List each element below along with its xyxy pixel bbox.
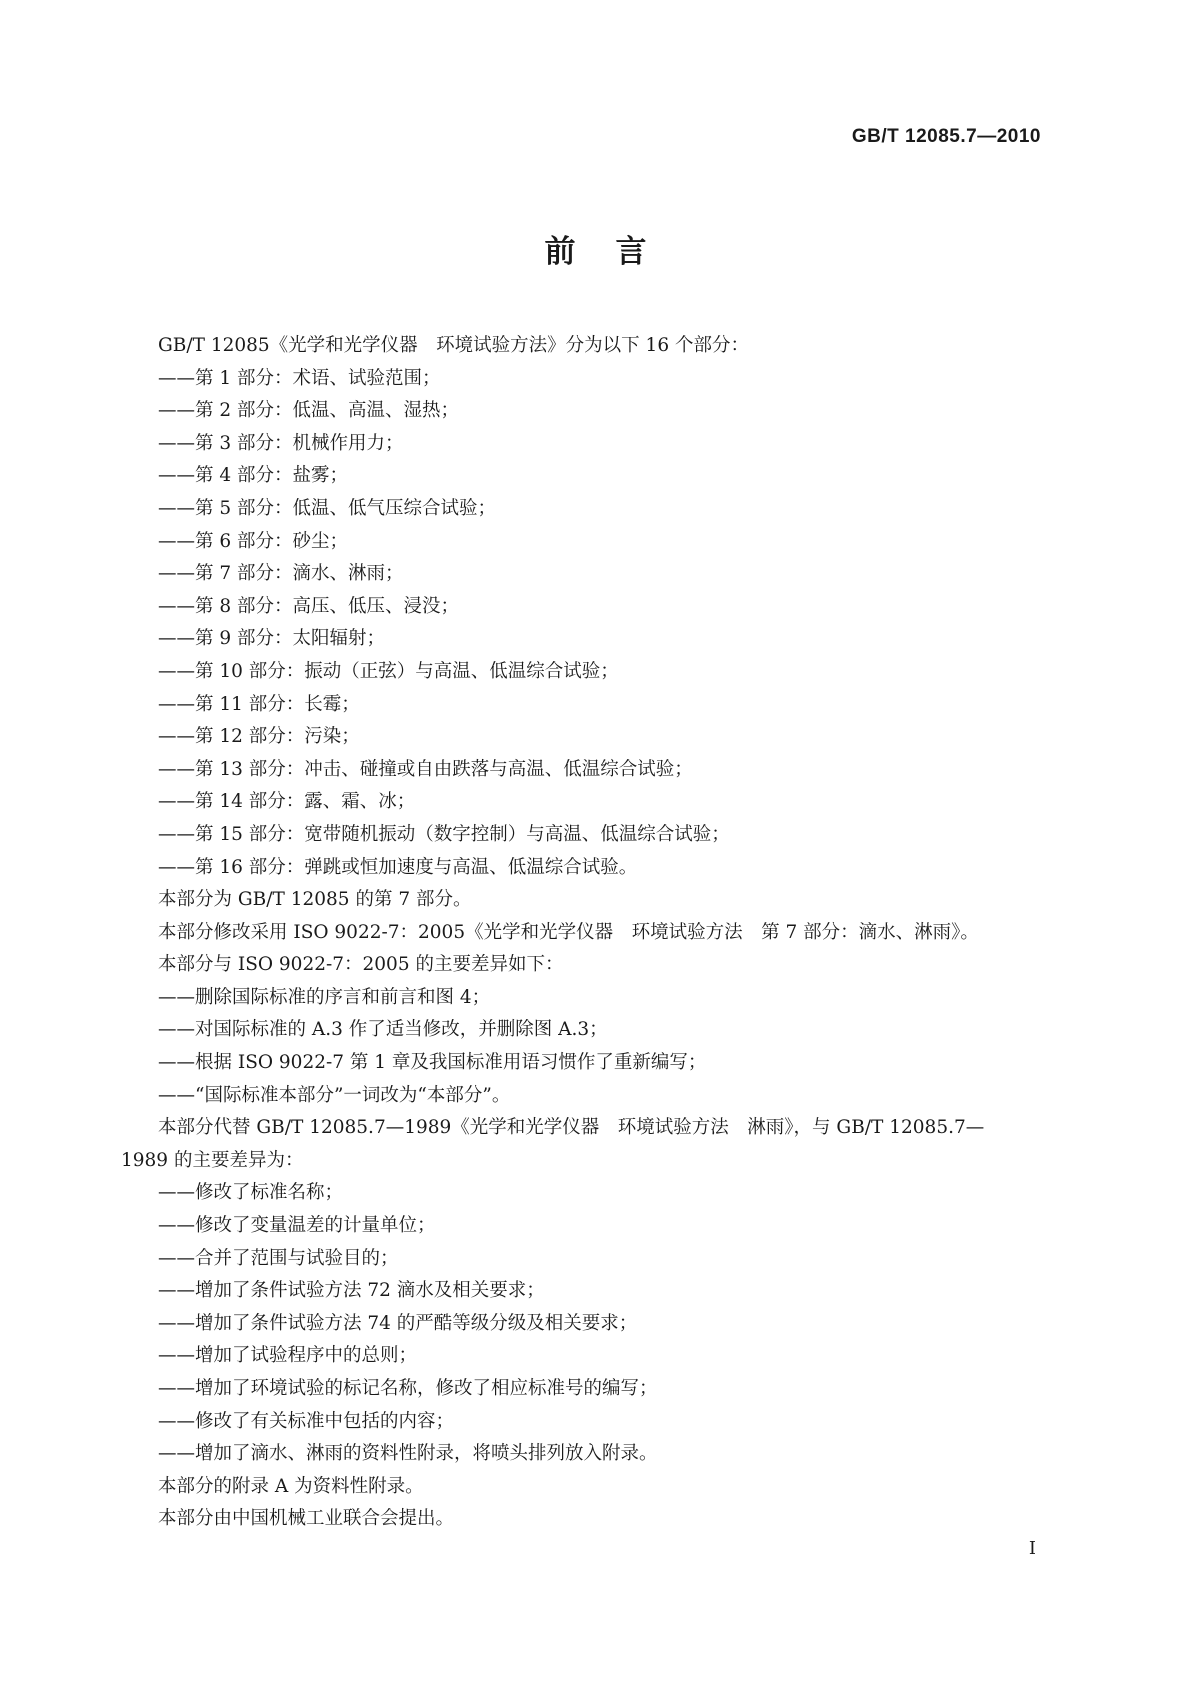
list-item: ——“国际标准本部分”一词改为“本部分”。 [158,1084,511,1106]
list-item: ——增加了环境试验的标记名称，修改了相应标准号的编写； [158,1378,658,1399]
list-item: ——第 13 部分：冲击、碰撞或自由跌落与高温、低温综合试验； [158,758,693,780]
paragraph-line: 本部分的附录 A 为资料性附录。 [158,1475,424,1497]
list-item: ——合并了范围与试验目的； [158,1247,399,1269]
list-item: ——修改了有关标准中包括的内容； [158,1410,455,1432]
list-item: ——第 2 部分：低温、高温、湿热； [158,400,460,422]
list-item: ——第 10 部分：振动（正弦）与高温、低温综合试验； [158,660,619,682]
list-item: ——对国际标准的 A.3 作了适当修改，并删除图 A.3； [158,1019,608,1041]
paragraph-line: 本部分为 GB/T 12085 的第 7 部分。 [158,889,472,911]
list-item: ——修改了变量温差的计量单位； [158,1215,436,1237]
paragraph-line: 本部分修改采用 ISO 9022-7：2005《光学和光学仪器 环境试验方法 第 7 部分：滴水、淋雨》。 [158,921,979,943]
paragraph-line: GB/T 12085《光学和光学仪器 环境试验方法》分为以下 16 个部分： [158,335,749,356]
list-item: ——第 6 部分：砂尘； [158,530,349,552]
list-item: ——第 5 部分：低温、低气压综合试验； [158,497,497,519]
list-item: ——第 14 部分：露、霜、冰； [158,791,416,813]
foreword-body [121,330,1061,1536]
paragraph-line: 本部分与 ISO 9022-7：2005 的主要差异如下： [158,954,564,976]
page-number: I [1028,1538,1036,1559]
list-item: ——第 3 部分：机械作用力； [158,432,404,454]
list-item: ——第 11 部分：长霉； [158,693,360,715]
list-item: ——第 16 部分：弹跳或恒加速度与高温、低温综合试验。 [158,856,638,878]
list-item: ——增加了条件试验方法 72 滴水及相关要求； [158,1280,545,1302]
list-item: ——根据 ISO 9022-7 第 1 章及我国标准用语习惯作了重新编写； [158,1052,707,1074]
list-item: ——增加了试验程序中的总则； [158,1345,418,1367]
paragraph-line: 本部分代替 GB/T 12085.7—1989《光学和光学仪器 环境试验方法 淋雨》，与 GB/T 12085.7— [158,1117,985,1139]
list-item: ——第 15 部分：宽带随机振动（数字控制）与高温、低温综合试验； [158,823,730,845]
list-item: ——第 12 部分：污染； [158,726,360,748]
list-item: ——第 9 部分：太阳辐射； [158,628,386,650]
list-item: ——删除国际标准的序言和前言和图 4； [158,986,491,1008]
standard-number: GB/T 12085.7—2010 [851,126,1041,147]
list-item: ——第 4 部分：盐雾； [158,465,349,487]
list-item: ——修改了标准名称； [158,1182,344,1204]
paragraph-line: 本部分由中国机械工业联合会提出。 [158,1508,455,1530]
page-title: 前言 [544,234,687,270]
list-item: ——第 7 部分：滴水、淋雨； [158,563,404,585]
list-item: ——第 1 部分：术语、试验范围； [158,367,441,389]
list-item: ——增加了条件试验方法 74 的严酷等级分级及相关要求； [158,1312,638,1334]
list-item: ——增加了滴水、淋雨的资料性附录，将喷头排列放入附录。 [158,1443,658,1465]
paragraph-line: 1989 的主要差异为： [121,1149,304,1171]
list-item: ——第 8 部分：高压、低压、浸没； [158,595,460,617]
